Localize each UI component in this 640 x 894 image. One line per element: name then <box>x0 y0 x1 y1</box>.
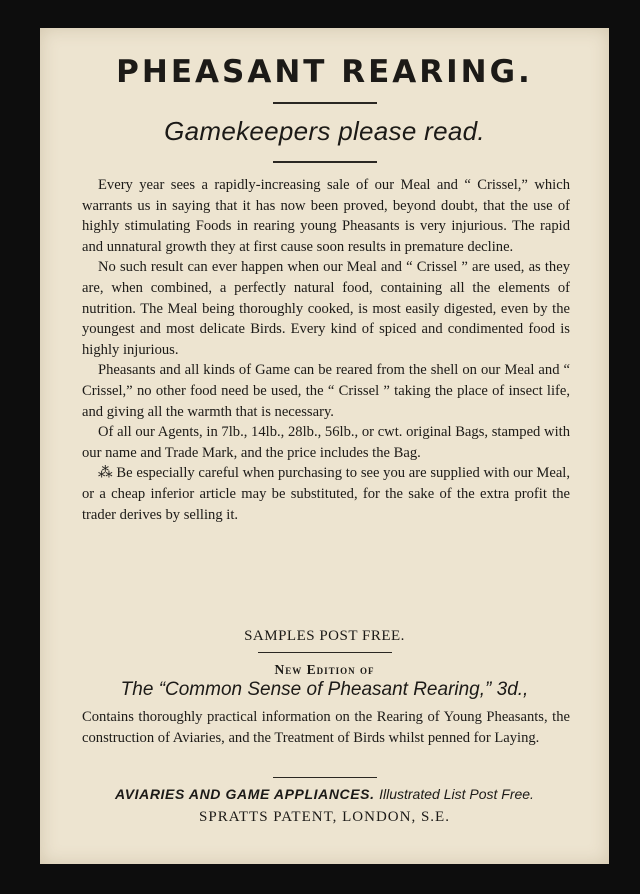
paragraph-warning: ⁂ Be especially careful when purchasing to see you are supplied with our Meal, or a cheap inferior article may be substituted, for the sake of the extra profit the trader derives by selling it. <box>82 465 570 523</box>
paragraph-natural-food: No such result can ever happen when our Meal and “ Crissel ” are used, as they are, when combined, a perfectly natural food, containing all the elements of nutrition. The Meal being thoroughly cooked, is most easily digested, even by the youngest and most delicate Birds. Every kind of spiced and condimented food is highly injurious. <box>82 259 570 358</box>
aviaries-line <box>40 786 609 802</box>
body-text <box>82 175 570 525</box>
publisher-line: SPRATTS PATENT, LONDON, S.E. <box>199 809 450 825</box>
samples-notice: SAMPLES POST FREE. <box>244 628 405 644</box>
aviaries-heading: AVIARIES AND GAME APPLIANCES. <box>115 786 375 802</box>
subtitle-divider <box>273 161 377 163</box>
paragraph-sales: Every year sees a rapidly-increasing sale of our Meal and “ Crissel,” which warrants us in saying that it has now been proved, beyond doubt, that the use of highly stimulating Foods in rearing young Pheasants is very injurious. The rapid and unnatural growth they at first cause soon results in premature decline. <box>82 177 570 255</box>
new-edition-label: New Edition of <box>274 662 375 677</box>
title-divider <box>273 102 377 104</box>
paragraph-agents: Of all our Agents, in 7lb., 14lb., 28lb., 56lb., or cwt. original Bags, stamped with our name and Trade Mark, and the price includes the Bag. <box>82 424 570 461</box>
samples-divider <box>258 652 392 653</box>
book-title: The “Common Sense of Pheasant Rearing,” 3d., <box>120 679 529 700</box>
trade-card <box>40 28 609 864</box>
card-title: PHEASANT REARING. <box>116 54 533 90</box>
card-subtitle: Gamekeepers please read. <box>164 116 485 146</box>
book-description: Contains thoroughly practical information on the Rearing of Young Pheasants, the construction of Aviaries, and the Treatment of Birds whilst penned for Laying. <box>82 709 570 746</box>
illustrated-list-note: Illustrated List Post Free. <box>379 786 534 802</box>
paragraph-game-rearing: Pheasants and all kinds of Game can be reared from the shell on our Meal and “ Crissel,” no other food need be used, the “ Crissel ” taking the place of insect life, and giving all the warmth that is necessary. <box>82 362 570 420</box>
footer-divider <box>273 777 377 778</box>
